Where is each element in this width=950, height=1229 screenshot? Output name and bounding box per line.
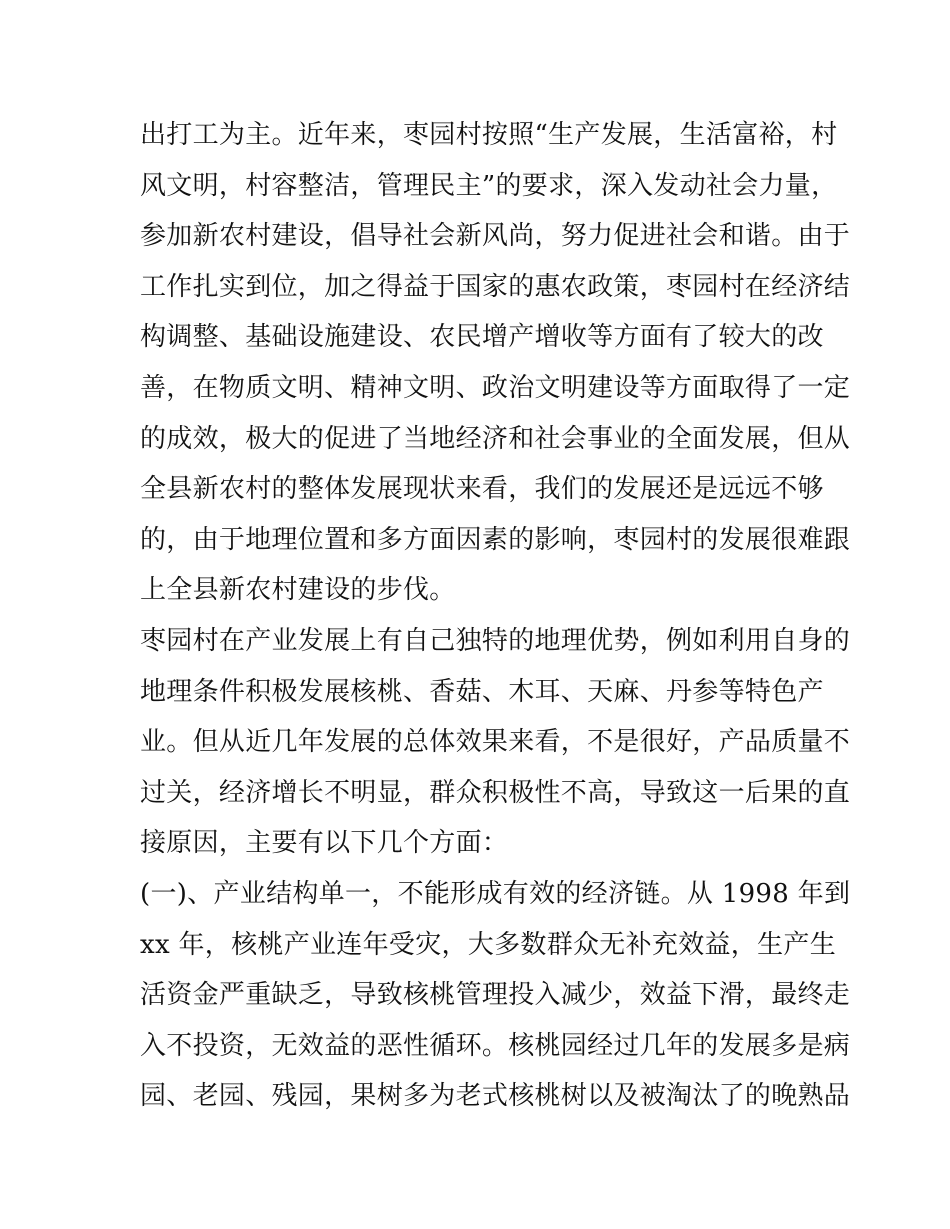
text-line: 的成效，极大的促进了当地经济和社会事业的全面发展，但从 bbox=[140, 423, 851, 454]
text-line: 业。但从近几年发展的总体效果来看，不是很好，产品质量不 bbox=[140, 727, 851, 758]
text-line: 入不投资，无效益的恶性循环。核桃园经过几年的发展多是病 bbox=[140, 1030, 851, 1061]
text-line: 善，在物质文明、精神文明、政治文明建设等方面取得了一定 bbox=[140, 372, 851, 403]
text-line: 参加新农村建设，倡导社会新风尚，努力促进社会和谐。由于 bbox=[140, 221, 851, 252]
text-line: 活资金严重缺乏，导致核桃管理投入减少，效益下滑，最终走 bbox=[140, 980, 851, 1011]
text-line: 构调整、基础设施建设、农民增产增收等方面有了较大的改 bbox=[140, 322, 824, 353]
text-line: 接原因，主要有以下几个方面： bbox=[140, 828, 509, 859]
text-line: 出打工为主。近年来，枣园村按照“生产发展，生活富裕，村 bbox=[140, 120, 838, 150]
text-line: 的，由于地理位置和多方面因素的影响，枣园村的发展很难跟 bbox=[140, 524, 851, 555]
text-line: 园、老园、残园，果树多为老式核桃树以及被淘汰了的晚熟品 bbox=[140, 1081, 851, 1112]
text-line: 过关，经济增长不明显，群众积极性不高，导致这一后果的直 bbox=[140, 777, 851, 808]
text-line: 上全县新农村建设的步伐。 bbox=[140, 575, 456, 606]
text-line: 全县新农村的整体发展现状来看，我们的发展还是远远不够 bbox=[140, 474, 824, 505]
text-line: 风文明，村容整洁，管理民主”的要求，深入发动社会力量， bbox=[140, 170, 838, 201]
text-line: 工作扎实到位，加之得益于国家的惠农政策，枣园村在经济结 bbox=[140, 271, 851, 302]
text-line: 枣园村在产业发展上有自己独特的地理优势，例如利用自身的 bbox=[140, 625, 851, 656]
text-line: xx 年，核桃产业连年受灾，大多数群众无补充效益，生产生 bbox=[140, 929, 836, 960]
body-text bbox=[140, 110, 851, 1122]
text-line: (一)、产业结构单一，不能形成有效的经济链。从 1998 年到 bbox=[140, 878, 851, 909]
text-line: 地理条件积极发展核桃、香菇、木耳、天麻、丹参等特色产 bbox=[140, 676, 824, 707]
